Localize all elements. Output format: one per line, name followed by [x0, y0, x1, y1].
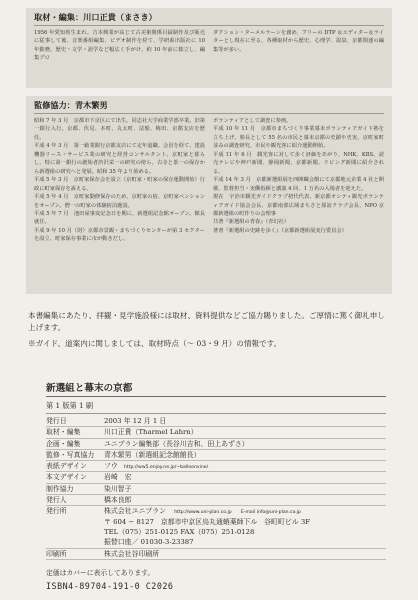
publisher-phone-row: [46, 527, 386, 537]
colophon-table: [46, 416, 386, 560]
publisher-web-email: http://www.uni-plan.co.jp E-mail info@uni-plan.co.jp: [174, 510, 301, 516]
row-value: ユニプラン編集部（長谷川吉和、田上あずさ）: [104, 439, 249, 448]
coverage-title: 取材・編集：川口正貴（まさき）: [34, 12, 157, 22]
bio-entry: 平成 4 年 3 月 第一勧業銀行京都支店にて定年退職。会員を経て、建設機器リース・サービス業の研究と経営コンサルタント。京町家と暮らし、特に第一銀行の創始者渋沢栄一の研究の傍ら、古寺と茶一の保存から新選組の研究へと発展。昭和 35 年より始める。: [34, 143, 205, 175]
supervision-box: [26, 96, 392, 294]
bio-entry: 平成 5 年 7 月 池田屋事変記念日を期に、新選組記念館オープン。館長就任。: [34, 210, 205, 226]
edition-label: 第 1 版第 1 刷: [46, 401, 386, 414]
publisher-address: 〒 604 − 8127 京都市中京区烏丸通蛸薬師下ル 谷町町ビル 3F: [104, 517, 310, 526]
cover-designer: フウ: [104, 462, 118, 471]
row-label: 本文デザイン: [46, 473, 87, 482]
bio-entry: 平成 9 年 10 月（財）京都市景観・まちづくりセンターが第 3 セクターを設立、町家保存事業に市が動きだし、: [34, 227, 205, 243]
acknowledgement-text: 本書編集にあたり、拝観・見学施設様には取材、資料提供などご協力賜りました。ご厚情に篤く御礼申し上げます。: [28, 311, 385, 332]
row-label: 表紙デザイン: [46, 462, 87, 471]
coverage-left-paragraph: 1956 年愛知県生まれ。吉本興業が高じて古美術関係目録制作及び販売に従事して後、音楽番組編集、ビデオ制作を経て、学研系出版社に 10 年勤務。歴史・文学・語学など幅広く手がけ、約 10 年前に独立し、編集プロ: [34, 30, 205, 62]
colophon-row: [46, 427, 386, 438]
row-label: 監修・写真協力: [46, 450, 95, 459]
printer-name: 株式会社谷印刷所: [104, 549, 160, 558]
bio-entry: 平成 14 年 3 月 京都新選組展を西陣織会館にて京都地元企業 4 社と開催、監督担当・実働指揮と講演 4 回、1 万名の入場者を迎えた。: [213, 177, 384, 192]
supervision-title: 監修協力：青木繁男: [34, 100, 108, 110]
supervision-left-column: [34, 117, 205, 244]
row-value: [104, 461, 386, 471]
bio-entry: 共著『新選組の青春』（青幻社）: [213, 219, 290, 226]
row-label: 発行所: [46, 507, 67, 516]
row-label: 制作協力: [46, 484, 74, 493]
colophon-row: [46, 484, 386, 495]
postal-transfer-account: 振替口座／ 01030-3-23387: [104, 538, 194, 547]
row-value: 染川智子: [104, 484, 132, 493]
bio-entry: 平成 10 年 11 月 京都市まちづくり事業幕末ボランティアガイド塾を立ち上げ、塾長として 55 名の市民と幕末京都の史蹟や史実、京町家町並みの調査研究、市民や観光客に紹介運動開始。: [213, 126, 384, 150]
bio-entry: 平成 5 年 4 月 京町家勤修保存のため、京町家の宿、京町家ペンションをオープン。僧一の町家の体験宿泊施設。: [34, 194, 205, 209]
colophon-row: [46, 549, 386, 560]
bio-entry: ボランティアとして調査に参画。: [213, 118, 292, 124]
colophon-row: [46, 450, 386, 461]
coverage-right-column: [213, 29, 384, 63]
bio-entry: 平成 5 年 3 月 京町家保存会を設立（京町家・町家の保存運動開始）行政に町家保存を訴える。: [34, 177, 205, 192]
row-value: [104, 506, 386, 516]
row-value: 岩崎 宏: [104, 473, 132, 482]
colophon-row: [46, 506, 386, 516]
row-label: 印刷所: [46, 549, 67, 558]
publisher-transfer-row: [46, 537, 386, 548]
bio-entry: 現在 宇治市観光ガイドクラブ初代代表、新京都オシティ観光ボランティアガイド協会会長、京都南部広域まちさと探訪クラブ会長、NPO 京都新選組の町作りの会理事: [213, 194, 384, 217]
bio-entry: 平成 11 年 6 月 観光客に対して歩く評価をあがり、NHK、KBS、読売テレビや神戸新聞、静岡新聞、京都新聞、リビング新聞に紹介される。: [213, 151, 384, 175]
colophon-row: [46, 472, 386, 483]
publisher-name: 株式会社ユニプラン: [104, 507, 167, 516]
coverage-divider: [34, 25, 384, 26]
row-value: 2003 年 12 月 1 日: [104, 417, 167, 425]
coverage-right-paragraph: ダクション・ターメルラーンを創め、フリーの DTP ＆エディター＆ライターとし現在に至る。各種取材から歴史、心理学、温泉、京都関連の編集等が多い。: [213, 30, 384, 53]
colophon-row: [46, 439, 386, 450]
publisher-phone-fax: TEL（075）251-0125 FAX（075）251-0128: [104, 527, 255, 536]
row-label: 発行日: [46, 417, 67, 425]
coverage-left-column: [34, 29, 205, 63]
row-label: 取材・編集: [46, 428, 81, 437]
colophon-row: [46, 495, 386, 506]
publisher-address-row: [46, 517, 386, 527]
price-note: 定価はカバーに表示してあります。: [46, 569, 155, 577]
row-label: 企画・編集: [46, 439, 81, 448]
isbn-code: ISBN4-89704-191-0 C2026: [46, 581, 174, 591]
book-title: 新選組と幕末の京都: [46, 380, 386, 397]
row-value: 青木繁男（新選組記念館館長）: [104, 450, 201, 459]
cover-designer-url: http://ww5.enjoy.ne.jp/~balloonvine/: [123, 465, 209, 471]
coverage-box: [26, 8, 392, 88]
colophon-row: [46, 416, 386, 427]
info-date-note: ※ガイド、道案内に関しましては、取材時点（〜 03・9 月）の情報です。: [28, 339, 282, 348]
bio-entry: 著書『新選組の史跡を歩く』（京都新選組展実行委員会）: [213, 227, 347, 234]
colophon-row: [46, 461, 386, 472]
row-value: 川口正貴（Tharmel Lahrn）: [104, 428, 198, 437]
row-value: 橋本良郎: [104, 496, 132, 505]
row-label: 発行人: [46, 496, 67, 505]
supervision-divider: [34, 113, 384, 114]
supervision-right-column: [213, 117, 384, 244]
bio-entry: 昭和 7 年 3 月 京都市下京区にて出生。同志社大学商業学部卒業。旧第一銀行入行。京都、伏見、本町、丸太町、法船、梅田、京都支店を歴任。: [34, 118, 205, 141]
